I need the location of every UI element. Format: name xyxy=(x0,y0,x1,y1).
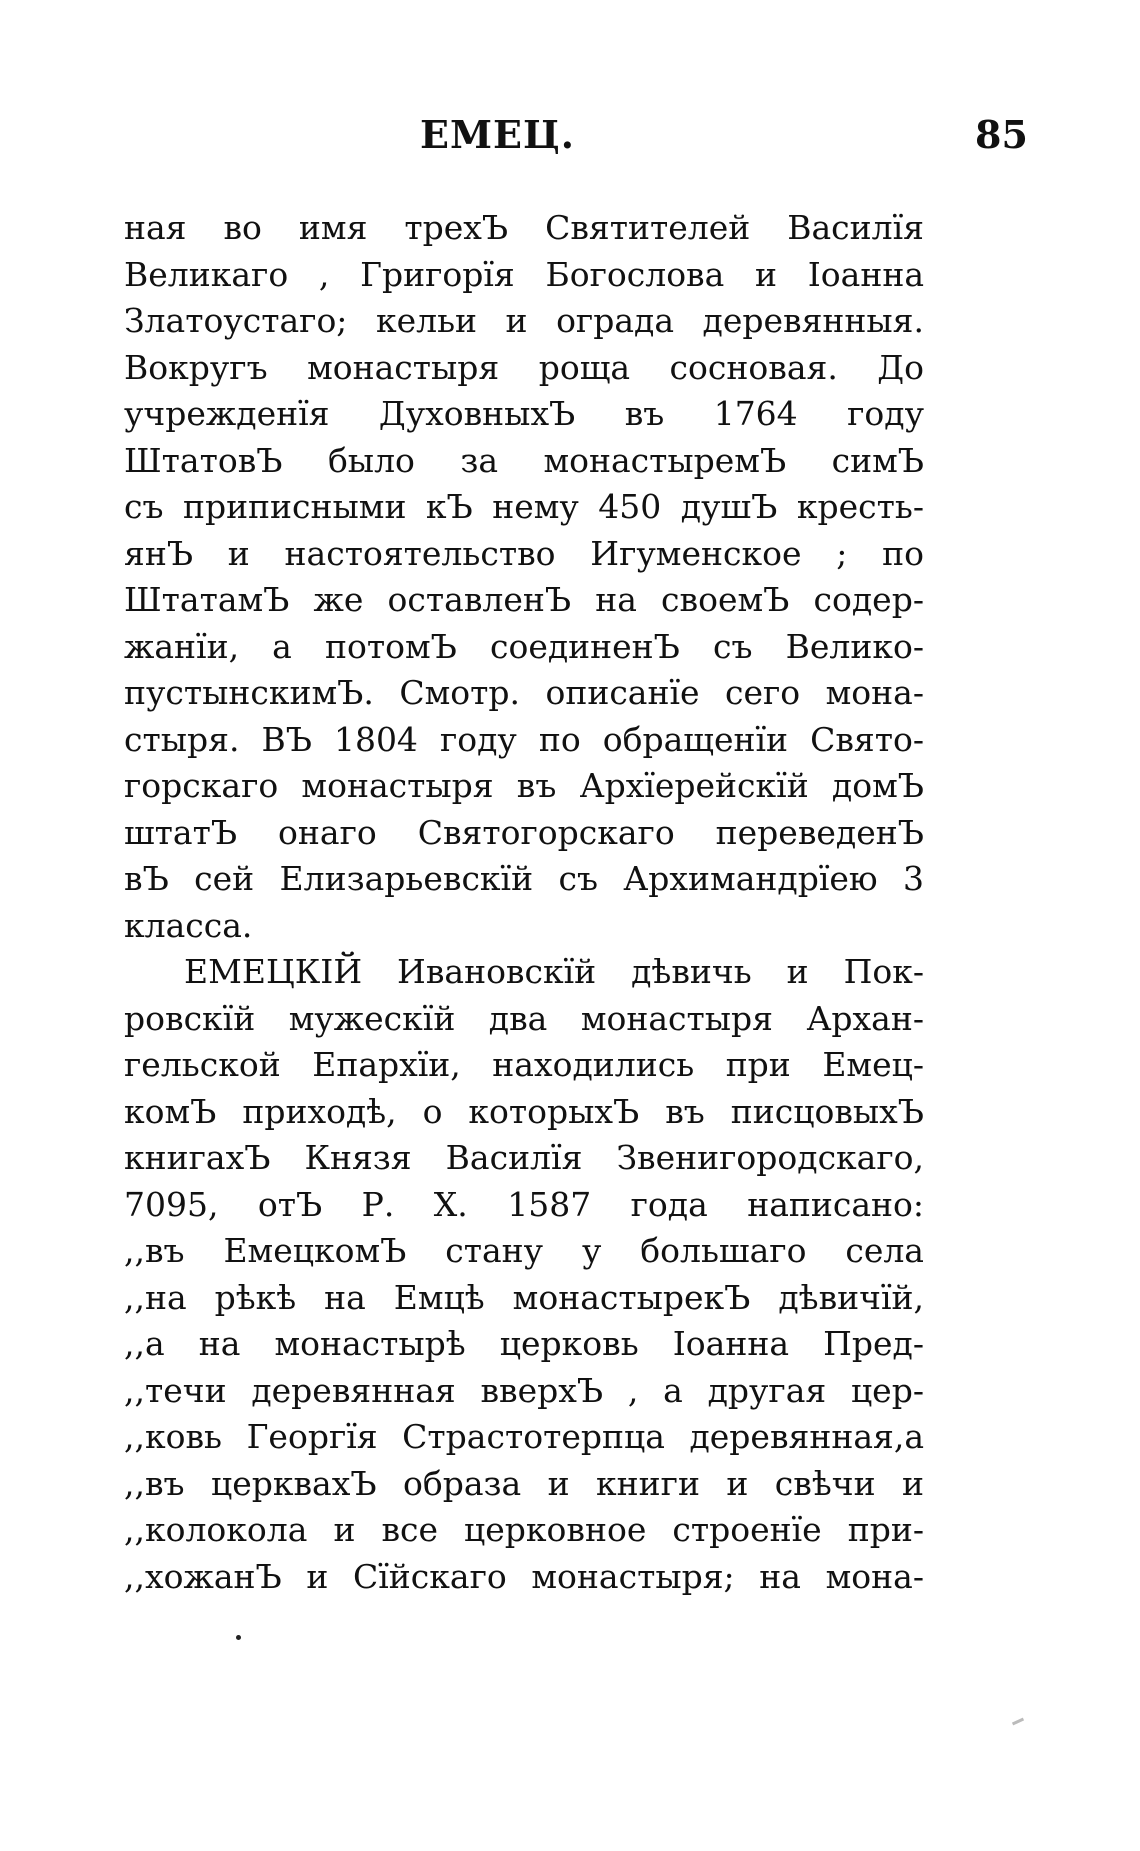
text-line: ная во имя трехЪ Святителей Василїя xyxy=(124,208,924,247)
text-line: комЪ приходѣ, о которыхЪ въ писцовыхЪ xyxy=(124,1091,924,1131)
ink-speck xyxy=(236,1635,241,1640)
quote-line: ,,течи деревянная вверхЪ , а другая цер- xyxy=(124,1370,924,1410)
quote-line: ,,въ церквахЪ образа и книги и свѣчи и xyxy=(124,1463,924,1503)
quote-line: ,,хожанЪ и Сїйскаго монастыря; на мона- xyxy=(124,1556,924,1596)
paper-mark xyxy=(1012,1718,1024,1726)
text-line: жанїи, а потомЪ соединенЪ съ Велико- xyxy=(124,626,924,666)
text-line: вЪ сей Елизарьевскїй съ Архимандрїею 3 xyxy=(124,859,924,898)
quote-line: ,,въ ЕмецкомЪ стану у большаго села xyxy=(124,1231,924,1270)
text-line: стыря. ВЪ 1804 году по обращенїи Свято- xyxy=(124,719,924,759)
text-line: Златоустаго; кельи и ограда деревянныя. xyxy=(124,301,924,340)
text-line: ровскїй мужескїй два монастыря Архан- xyxy=(124,998,924,1038)
text-line: штатЪ онаго Святогорскаго переведенЪ xyxy=(124,812,924,852)
page-header xyxy=(0,112,1140,172)
text-line: гельской Епархїи, находились при Емец- xyxy=(124,1045,924,1084)
text-line: класса. xyxy=(124,905,253,945)
text-line: Великаго , Григорїя Богослова и Іоанна xyxy=(124,254,924,294)
text-line: 7095, отЪ Р. Х. 1587 года написано: xyxy=(124,1184,924,1224)
text-line: пустынскимЪ. Смотр. описанїе сего мона- xyxy=(124,673,924,712)
text-line: книгахЪ Князя Василїя Звенигородскаго, xyxy=(124,1138,924,1177)
text-line: учрежденїя ДуховныхЪ въ 1764 году xyxy=(124,394,924,433)
text-line: горскаго монастыря въ Архїерейскїй домЪ xyxy=(124,766,924,805)
quote-line: ,,на рѣкѣ на Емцѣ монастырекЪ дѣвичїй, xyxy=(124,1277,924,1317)
quote-line: ,,колокола и все церковное строенїе при- xyxy=(124,1510,924,1549)
text-line: янЪ и настоятельство Игуменское ; по xyxy=(124,533,924,573)
text-line: Вокругъ монастыря роща сосновая. До xyxy=(124,347,924,387)
body-text xyxy=(124,205,924,1600)
text-line: ШтатамЪ же оставленЪ на своемЪ содер- xyxy=(124,580,924,619)
page-number: 85 xyxy=(975,112,1028,157)
text-line: ШтатовЪ было за монастыремЪ симЪ xyxy=(124,440,924,480)
quote-line: ,,ковь Георгїя Страстотерпца деревянная,а xyxy=(124,1417,924,1456)
running-head: ЕМЕЦ. xyxy=(420,112,575,157)
text-line: съ приписными кЪ нему 450 душЪ кресть- xyxy=(124,487,924,526)
quote-line: ,,а на монастырѣ церковь Іоанна Пред- xyxy=(124,1324,924,1363)
paragraph-start-line: ЕМЕЦКІЙ Ивановскїй дѣвичь и Пок- xyxy=(184,952,924,991)
